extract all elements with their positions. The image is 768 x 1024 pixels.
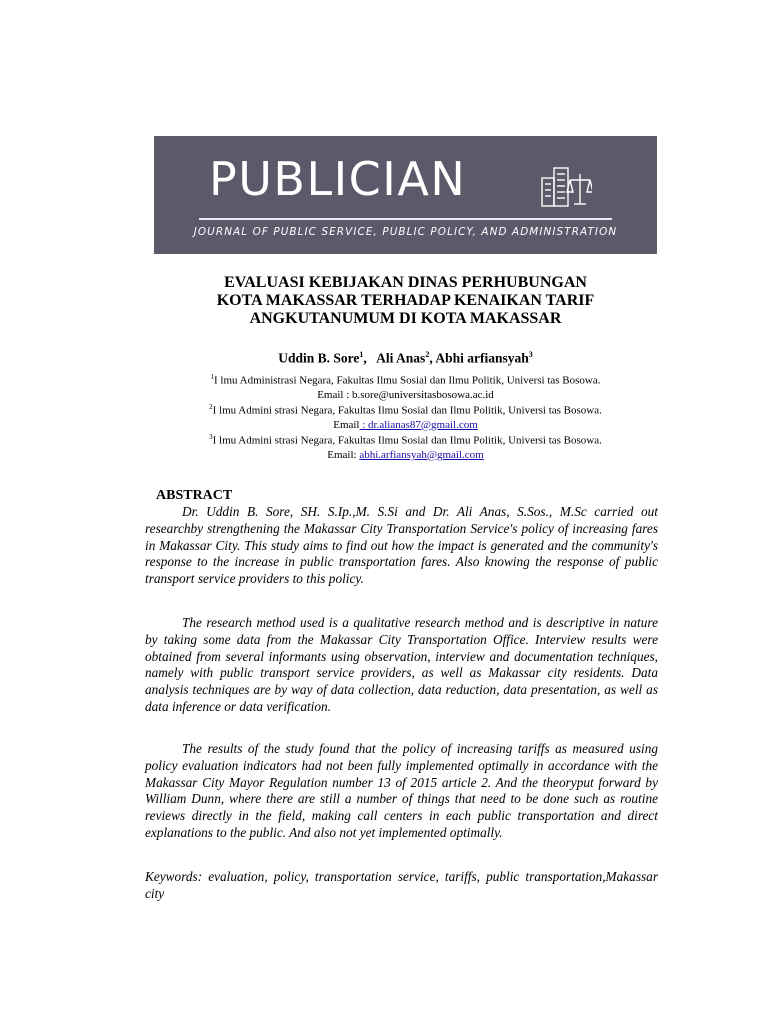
abstract-paragraph: The results of the study found that the policy of increasing tariffs as measured using policy evaluation indicators had not been fully implemented optimally in accordance with the Makassar City Mayor Regulation number 13 of 2015 article 2. And the theoryput forward by William Dunn, where there are still a number of things that need to be done such as routine reviews directly in the field, making call centers in each public transportation and direct explanations to the public. And also not yet implemented optimally. — [145, 741, 658, 840]
affiliation-sup: 3 — [209, 433, 213, 441]
author-sup: 3 — [528, 350, 533, 359]
affiliation-3 — [154, 430, 657, 462]
buildings-scale-icon — [540, 164, 592, 208]
author-sup: 2 — [425, 350, 430, 359]
affiliation-sup: 1 — [210, 373, 214, 381]
author-name: Ali Anas — [376, 350, 426, 366]
email-label: Email : — [317, 388, 353, 401]
email-label: Email — [333, 418, 360, 431]
journal-name: PUBLICIAN — [209, 152, 467, 206]
abstract-paragraph: Dr. Uddin B. Sore, SH. S.Ip.,M. S.Si and Dr. Ali Anas, S.Sos., M.Sc carried out researchby strengthening the Makassar City Transportation Service's policy of increasing fares in Makassar City. This study aims to find out how the impact is generated and the community's response to the increase in public transportation fares. Also knowing the response of public transport service providers to this policy. — [145, 504, 658, 587]
title-line: KOTA MAKASSAR TERHADAP KENAIKAN TARIF — [216, 292, 595, 309]
author-name: Abhi arfiansyah — [435, 350, 529, 366]
title-line: ANGKUTANUMUM DI KOTA MAKASSAR — [249, 310, 562, 327]
affiliation-text: I lmu Admini strasi Negara, Fakultas Ilmu Sosial dan Ilmu Politik, Universi tas Bosowa. — [212, 434, 602, 447]
affiliation-sup: 2 — [209, 403, 213, 411]
author-email-link[interactable]: : dr.alianas87@gmail.com — [359, 418, 478, 431]
paper-title — [154, 274, 657, 328]
affiliation-2 — [154, 400, 657, 432]
affiliation-1 — [154, 370, 657, 402]
author-sup: 1 — [359, 350, 364, 359]
abstract-heading: ABSTRACT — [156, 488, 233, 503]
keywords: Keywords: evaluation, policy, transportation service, tariffs, public transportation,Makassar city — [145, 869, 658, 901]
email-label: Email: — [327, 448, 360, 461]
author-list: Uddin B. Sore$^1$, Ali Anas$^2$, Abhi arfiansyah$^3$ — [278, 350, 533, 366]
journal-banner — [154, 136, 657, 254]
journal-subtitle: JOURNAL OF PUBLIC SERVICE, PUBLIC POLICY, AND ADMINISTRATION — [193, 226, 618, 238]
author-email: b.sore@universitasbosowa.ac.id — [352, 388, 494, 401]
author-email-link[interactable]: abhi.arfiansyah@gmail.com — [359, 448, 484, 461]
affiliation-text: I lmu Administrasi Negara, Fakultas Ilmu Sosial dan Ilmu Politik, Universi tas Bosowa. — [214, 374, 601, 387]
title-line: EVALUASI KEBIJAKAN DINAS PERHUBUNGAN — [224, 274, 587, 291]
affiliation-text: I lmu Admini strasi Negara, Fakultas Ilmu Sosial dan Ilmu Politik, Universi tas Bosowa. — [212, 404, 602, 417]
banner-divider — [199, 218, 612, 220]
abstract-paragraph: The research method used is a qualitative research method and is descriptive in nature by taking some data from the Makassar City Transportation Office. Interview results were obtained from several informants using observation, interview and documentation techniques, namely with public transport service providers, as well as Makassar city residents. Data analysis techniques are by way of data collection, data reduction, data presentation, as well as data inference or data verification. — [145, 615, 658, 714]
author-name: Uddin B. Sore — [278, 350, 360, 366]
